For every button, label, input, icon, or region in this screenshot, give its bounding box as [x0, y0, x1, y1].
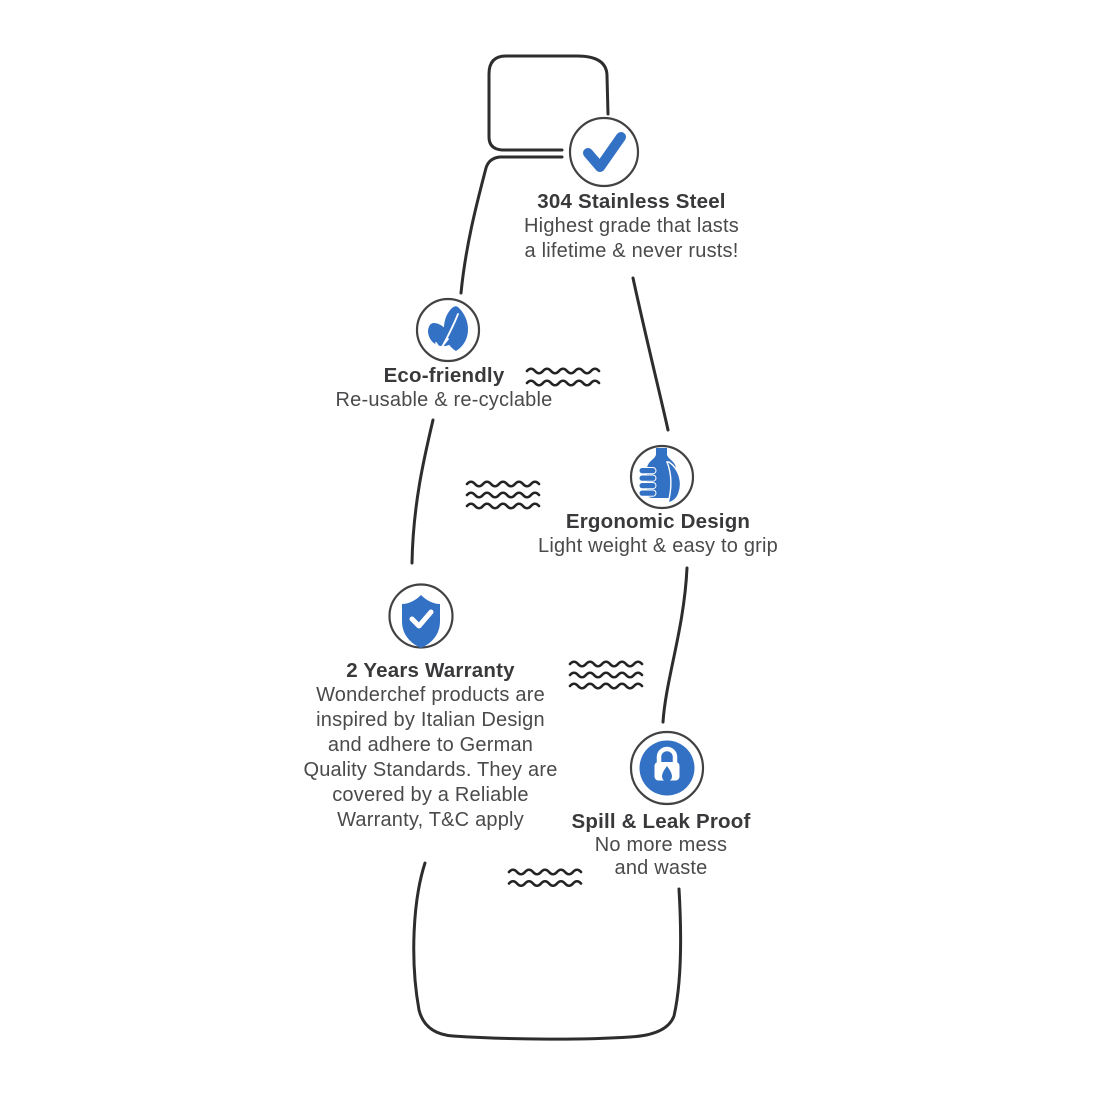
feature-title: Eco-friendly: [383, 364, 505, 387]
feature-description-line: Warranty, T&C apply: [337, 809, 524, 831]
feature-title: Ergonomic Design: [565, 510, 751, 533]
feature-card-spill-leak-proof: [566, 809, 756, 880]
feature-card-stainless-steel: [500, 189, 763, 264]
feature-card-warranty: [288, 658, 573, 833]
feature-description-line: Quality Standards. They are: [303, 759, 558, 781]
leaf-icon: [417, 299, 479, 361]
feature-description-line: No more mess: [594, 834, 728, 856]
feature-description-line: Wonderchef products are: [316, 684, 545, 706]
bottle-neck-right: [633, 278, 668, 430]
bottle-grip-icon: [631, 446, 693, 508]
lock-icon: [631, 732, 703, 804]
feature-description-line: Re-usable & re-cyclable: [335, 389, 553, 411]
feature-description-line: and adhere to German: [327, 734, 534, 756]
bottle-side-left: [412, 420, 433, 563]
feature-title: 2 Years Warranty: [346, 659, 515, 682]
feature-title: 304 Stainless Steel: [537, 190, 726, 213]
feature-card-ergonomic-design: [520, 509, 796, 559]
feature-title: Spill & Leak Proof: [571, 810, 751, 833]
feature-description-line: a lifetime & never rusts!: [524, 240, 739, 262]
shield-check-icon: [390, 585, 453, 649]
feature-description-line: and waste: [614, 857, 708, 879]
check-icon: [570, 118, 638, 186]
squiggle-decoration: [467, 482, 539, 509]
squiggle-decoration: [570, 662, 642, 689]
bottle-bottom-outline: [414, 863, 681, 1039]
feature-description-line: Light weight & easy to grip: [538, 535, 778, 557]
feature-card-eco-friendly: [324, 363, 564, 413]
feature-description-line: covered by a Reliable: [332, 784, 529, 806]
bottle-side-right: [663, 568, 687, 722]
feature-description-line: Highest grade that lasts: [524, 215, 739, 237]
feature-description-line: inspired by Italian Design: [316, 709, 545, 731]
